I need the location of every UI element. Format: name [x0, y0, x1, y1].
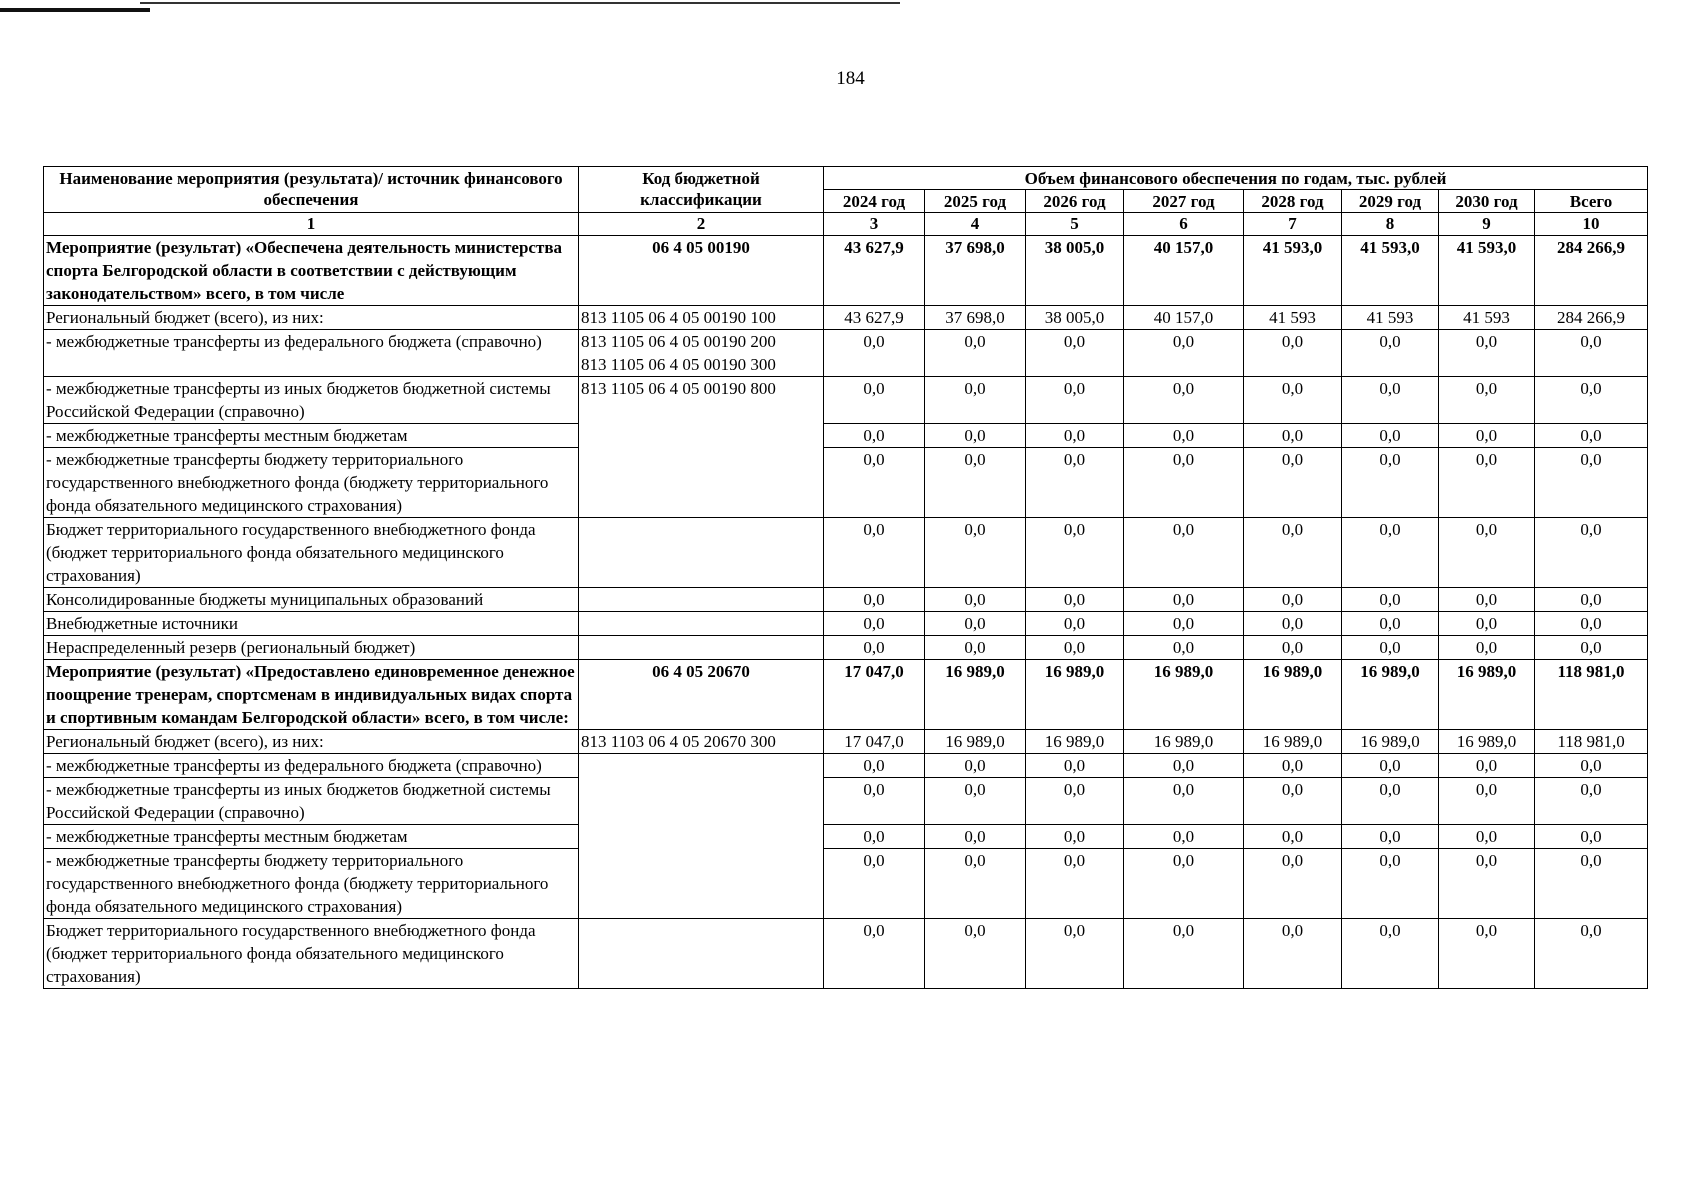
row-value: 16 989,0: [925, 730, 1026, 754]
row-code: [579, 330, 824, 377]
table-row: [44, 754, 1648, 778]
row-value: 41 593: [1439, 306, 1535, 330]
column-number: 2: [579, 213, 824, 236]
row-value: 0,0: [1124, 377, 1244, 424]
row-value: 16 989,0: [1026, 660, 1124, 730]
column-number: 7: [1244, 213, 1342, 236]
row-value: 0,0: [1342, 518, 1439, 588]
row-value: 0,0: [1342, 825, 1439, 849]
row-value: 0,0: [824, 778, 925, 825]
row-value: 0,0: [1244, 377, 1342, 424]
row-value: 118 981,0: [1535, 730, 1648, 754]
row-value: 0,0: [1124, 518, 1244, 588]
row-code: 813 1105 06 4 05 00190 100: [579, 306, 824, 330]
row-value: 0,0: [1535, 754, 1648, 778]
row-name: Консолидированные бюджеты муниципальных образований: [44, 588, 579, 612]
row-value: 0,0: [1124, 754, 1244, 778]
row-value: 0,0: [1244, 919, 1342, 989]
row-value: 16 989,0: [1124, 660, 1244, 730]
row-value: 0,0: [1535, 377, 1648, 424]
row-value: 0,0: [1244, 424, 1342, 448]
column-numbers-row: [44, 213, 1648, 236]
row-value: 0,0: [925, 754, 1026, 778]
row-value: 0,0: [1026, 588, 1124, 612]
row-code: [579, 919, 824, 989]
row-value: 0,0: [1124, 330, 1244, 377]
row-value: 0,0: [925, 424, 1026, 448]
row-value: 0,0: [824, 588, 925, 612]
row-value: 0,0: [1342, 849, 1439, 919]
table-row: [44, 660, 1648, 730]
row-value: 40 157,0: [1124, 306, 1244, 330]
row-value: 0,0: [1026, 424, 1124, 448]
row-value: 0,0: [1439, 612, 1535, 636]
row-value: 0,0: [1026, 448, 1124, 518]
row-value: 0,0: [925, 919, 1026, 989]
row-code: 06 4 05 20670: [579, 660, 824, 730]
row-value: 0,0: [1124, 849, 1244, 919]
row-value: 0,0: [1124, 919, 1244, 989]
row-value: 38 005,0: [1026, 236, 1124, 306]
row-value: 0,0: [1439, 448, 1535, 518]
row-value: 16 989,0: [1439, 660, 1535, 730]
row-value: 0,0: [1124, 424, 1244, 448]
row-code: [579, 636, 824, 660]
row-value: 0,0: [925, 448, 1026, 518]
row-value: 0,0: [824, 518, 925, 588]
row-value: 0,0: [1244, 754, 1342, 778]
row-value: 0,0: [1244, 330, 1342, 377]
row-value: 0,0: [1535, 330, 1648, 377]
row-value: 0,0: [1342, 424, 1439, 448]
row-value: 0,0: [824, 424, 925, 448]
row-code: [579, 588, 824, 612]
row-code-line: 813 1105 06 4 05 00190 200: [581, 332, 776, 351]
row-value: 0,0: [1535, 612, 1648, 636]
row-value: 40 157,0: [1124, 236, 1244, 306]
row-name: - межбюджетные трансферты из иных бюджетов бюджетной системы Российской Федерации (справочно): [44, 778, 579, 825]
row-value: 0,0: [1124, 448, 1244, 518]
row-value: 0,0: [1439, 778, 1535, 825]
row-value: 41 593,0: [1439, 236, 1535, 306]
row-value: 0,0: [1342, 588, 1439, 612]
row-name: - межбюджетные трансферты местным бюджетам: [44, 424, 579, 448]
row-value: 0,0: [925, 825, 1026, 849]
row-value: 0,0: [1439, 754, 1535, 778]
row-value: 0,0: [925, 778, 1026, 825]
header-year: 2025 год: [925, 190, 1026, 213]
row-value: 0,0: [1535, 825, 1648, 849]
row-name: Мероприятие (результат) «Обеспечена деятельность министерства спорта Белгородской области в соответствии с действующим законодательством» всего, в том числе: [44, 236, 579, 306]
row-value: 41 593,0: [1342, 236, 1439, 306]
column-number: 10: [1535, 213, 1648, 236]
row-value: 0,0: [1026, 919, 1124, 989]
header-name-column: Наименование мероприятия (результата)/ источник финансового обеспечения: [44, 167, 579, 213]
row-value: 16 989,0: [925, 660, 1026, 730]
row-value: 0,0: [1535, 518, 1648, 588]
row-value: 0,0: [824, 919, 925, 989]
row-value: 0,0: [1342, 754, 1439, 778]
table-row: [44, 825, 1648, 849]
column-number: 4: [925, 213, 1026, 236]
row-value: 0,0: [925, 849, 1026, 919]
row-value: 0,0: [1244, 518, 1342, 588]
row-value: 0,0: [1026, 330, 1124, 377]
row-value: 16 989,0: [1342, 730, 1439, 754]
table-row: [44, 730, 1648, 754]
row-value: 37 698,0: [925, 306, 1026, 330]
column-number: 1: [44, 213, 579, 236]
row-name: Мероприятие (результат) «Предоставлено единовременное денежное поощрение тренерам, спортсменам в индивидуальных видах спорта и спортивным командам Белгородской области» всего, в том числе:: [44, 660, 579, 730]
row-value: 0,0: [925, 612, 1026, 636]
row-value: 0,0: [925, 377, 1026, 424]
row-name: - межбюджетные трансферты местным бюджетам: [44, 825, 579, 849]
row-value: 0,0: [1439, 424, 1535, 448]
row-value: 0,0: [824, 330, 925, 377]
row-value: 0,0: [824, 636, 925, 660]
row-value: 17 047,0: [824, 660, 925, 730]
row-value: 0,0: [1439, 825, 1535, 849]
row-value: 17 047,0: [824, 730, 925, 754]
table-row: [44, 377, 1648, 424]
row-value: 0,0: [1342, 448, 1439, 518]
row-value: 284 266,9: [1535, 306, 1648, 330]
row-value: 0,0: [824, 448, 925, 518]
row-code: [579, 518, 824, 588]
row-value: 0,0: [1244, 448, 1342, 518]
row-value: 0,0: [925, 636, 1026, 660]
row-name: Внебюджетные источники: [44, 612, 579, 636]
table-row: [44, 306, 1648, 330]
row-name: Региональный бюджет (всего), из них:: [44, 306, 579, 330]
row-value: 0,0: [1244, 849, 1342, 919]
row-value: 0,0: [1124, 588, 1244, 612]
row-value: 0,0: [824, 754, 925, 778]
row-name: - межбюджетные трансферты бюджету территориального государственного внебюджетного фонда (бюджету территориального фонда обязательного медицинского страхования): [44, 849, 579, 919]
row-value: 43 627,9: [824, 236, 925, 306]
row-value: 0,0: [1026, 518, 1124, 588]
column-number: 9: [1439, 213, 1535, 236]
row-value: 43 627,9: [824, 306, 925, 330]
row-value: 0,0: [1026, 377, 1124, 424]
row-name: - межбюджетные трансферты из федерального бюджета (справочно): [44, 330, 579, 377]
table-row: [44, 236, 1648, 306]
header-volume-group: Объем финансового обеспечения по годам, тыс. рублей: [824, 167, 1648, 190]
header-year: 2026 год: [1026, 190, 1124, 213]
row-value: 0,0: [1342, 330, 1439, 377]
header-year: 2027 год: [1124, 190, 1244, 213]
row-value: 0,0: [1244, 612, 1342, 636]
column-number: 3: [824, 213, 925, 236]
row-code-line: 813 1105 06 4 05 00190 300: [581, 355, 776, 374]
row-value: 0,0: [1439, 518, 1535, 588]
row-name: - межбюджетные трансферты из иных бюджетов бюджетной системы Российской Федерации (справочно): [44, 377, 579, 424]
row-value: 118 981,0: [1535, 660, 1648, 730]
header-year: 2030 год: [1439, 190, 1535, 213]
row-value: 16 989,0: [1124, 730, 1244, 754]
row-name: Бюджет территориального государственного внебюджетного фонда (бюджет территориального фонда обязательного медицинского страхования): [44, 518, 579, 588]
row-value: 0,0: [1342, 612, 1439, 636]
row-value: 0,0: [925, 588, 1026, 612]
row-value: 37 698,0: [925, 236, 1026, 306]
row-value: 0,0: [1124, 778, 1244, 825]
row-name: Региональный бюджет (всего), из них:: [44, 730, 579, 754]
header-row-1: [44, 167, 1648, 190]
header-year: 2024 год: [824, 190, 925, 213]
header-year: 2029 год: [1342, 190, 1439, 213]
row-value: 0,0: [1124, 612, 1244, 636]
row-value: 0,0: [1026, 612, 1124, 636]
row-value: 0,0: [1026, 849, 1124, 919]
row-name: - межбюджетные трансферты бюджету территориального государственного внебюджетного фонда (бюджету территориального фонда обязательного медицинского страхования): [44, 448, 579, 518]
row-value: 0,0: [1535, 849, 1648, 919]
row-value: 0,0: [1026, 825, 1124, 849]
row-value: 0,0: [1535, 919, 1648, 989]
top-rule-thick: [0, 8, 150, 12]
header-total: Всего: [1535, 190, 1648, 213]
row-value: 0,0: [1244, 778, 1342, 825]
row-value: 0,0: [1439, 377, 1535, 424]
row-code: [579, 754, 824, 919]
row-value: 0,0: [925, 518, 1026, 588]
row-name: - межбюджетные трансферты из федерального бюджета (справочно): [44, 754, 579, 778]
table-row: [44, 849, 1648, 919]
top-scan-rule: [0, 0, 900, 14]
row-value: 0,0: [1439, 849, 1535, 919]
column-number: 5: [1026, 213, 1124, 236]
row-value: 284 266,9: [1535, 236, 1648, 306]
row-value: 16 989,0: [1439, 730, 1535, 754]
row-value: 0,0: [925, 330, 1026, 377]
row-value: 0,0: [1124, 825, 1244, 849]
row-value: 0,0: [1535, 778, 1648, 825]
row-value: 38 005,0: [1026, 306, 1124, 330]
table-row: [44, 424, 1648, 448]
row-value: 0,0: [1244, 825, 1342, 849]
table-row: [44, 919, 1648, 989]
row-name: Бюджет территориального государственного внебюджетного фонда (бюджет территориального фонда обязательного медицинского страхования): [44, 919, 579, 989]
row-value: 0,0: [1244, 588, 1342, 612]
financing-table: [43, 166, 1648, 989]
row-value: 0,0: [824, 825, 925, 849]
row-value: 16 989,0: [1342, 660, 1439, 730]
top-rule-thin: [140, 2, 900, 4]
row-value: 16 989,0: [1244, 660, 1342, 730]
header-code-column: Код бюджетной классификации: [579, 167, 824, 213]
row-value: 41 593: [1342, 306, 1439, 330]
row-value: 0,0: [1535, 448, 1648, 518]
row-code: 813 1103 06 4 05 20670 300: [579, 730, 824, 754]
page-number: 184: [836, 68, 865, 89]
row-value: 0,0: [1439, 588, 1535, 612]
row-code: 813 1105 06 4 05 00190 800: [579, 377, 824, 518]
row-value: 0,0: [1342, 636, 1439, 660]
row-value: 0,0: [824, 377, 925, 424]
row-value: 0,0: [1342, 778, 1439, 825]
row-value: 0,0: [1439, 636, 1535, 660]
row-value: 0,0: [1535, 424, 1648, 448]
table-row: [44, 588, 1648, 612]
row-value: 16 989,0: [1244, 730, 1342, 754]
column-number: 6: [1124, 213, 1244, 236]
row-name: Нераспределенный резерв (региональный бюджет): [44, 636, 579, 660]
row-value: 0,0: [1026, 636, 1124, 660]
row-value: 0,0: [1342, 919, 1439, 989]
row-value: 0,0: [1535, 636, 1648, 660]
row-value: 0,0: [1124, 636, 1244, 660]
row-code: [579, 612, 824, 636]
row-value: 0,0: [824, 849, 925, 919]
table-row: [44, 330, 1648, 377]
row-value: 0,0: [824, 612, 925, 636]
row-value: 0,0: [1439, 919, 1535, 989]
row-value: 0,0: [1535, 588, 1648, 612]
header-year: 2028 год: [1244, 190, 1342, 213]
row-value: 0,0: [1026, 754, 1124, 778]
row-value: 0,0: [1342, 377, 1439, 424]
table-row: [44, 612, 1648, 636]
row-value: 41 593,0: [1244, 236, 1342, 306]
row-value: 0,0: [1439, 330, 1535, 377]
table-row: [44, 636, 1648, 660]
table-row: [44, 448, 1648, 518]
row-value: 0,0: [1244, 636, 1342, 660]
row-value: 41 593: [1244, 306, 1342, 330]
row-code: 06 4 05 00190: [579, 236, 824, 306]
column-number: 8: [1342, 213, 1439, 236]
row-value: 0,0: [1026, 778, 1124, 825]
table-row: [44, 518, 1648, 588]
table-row: [44, 778, 1648, 825]
row-value: 16 989,0: [1026, 730, 1124, 754]
